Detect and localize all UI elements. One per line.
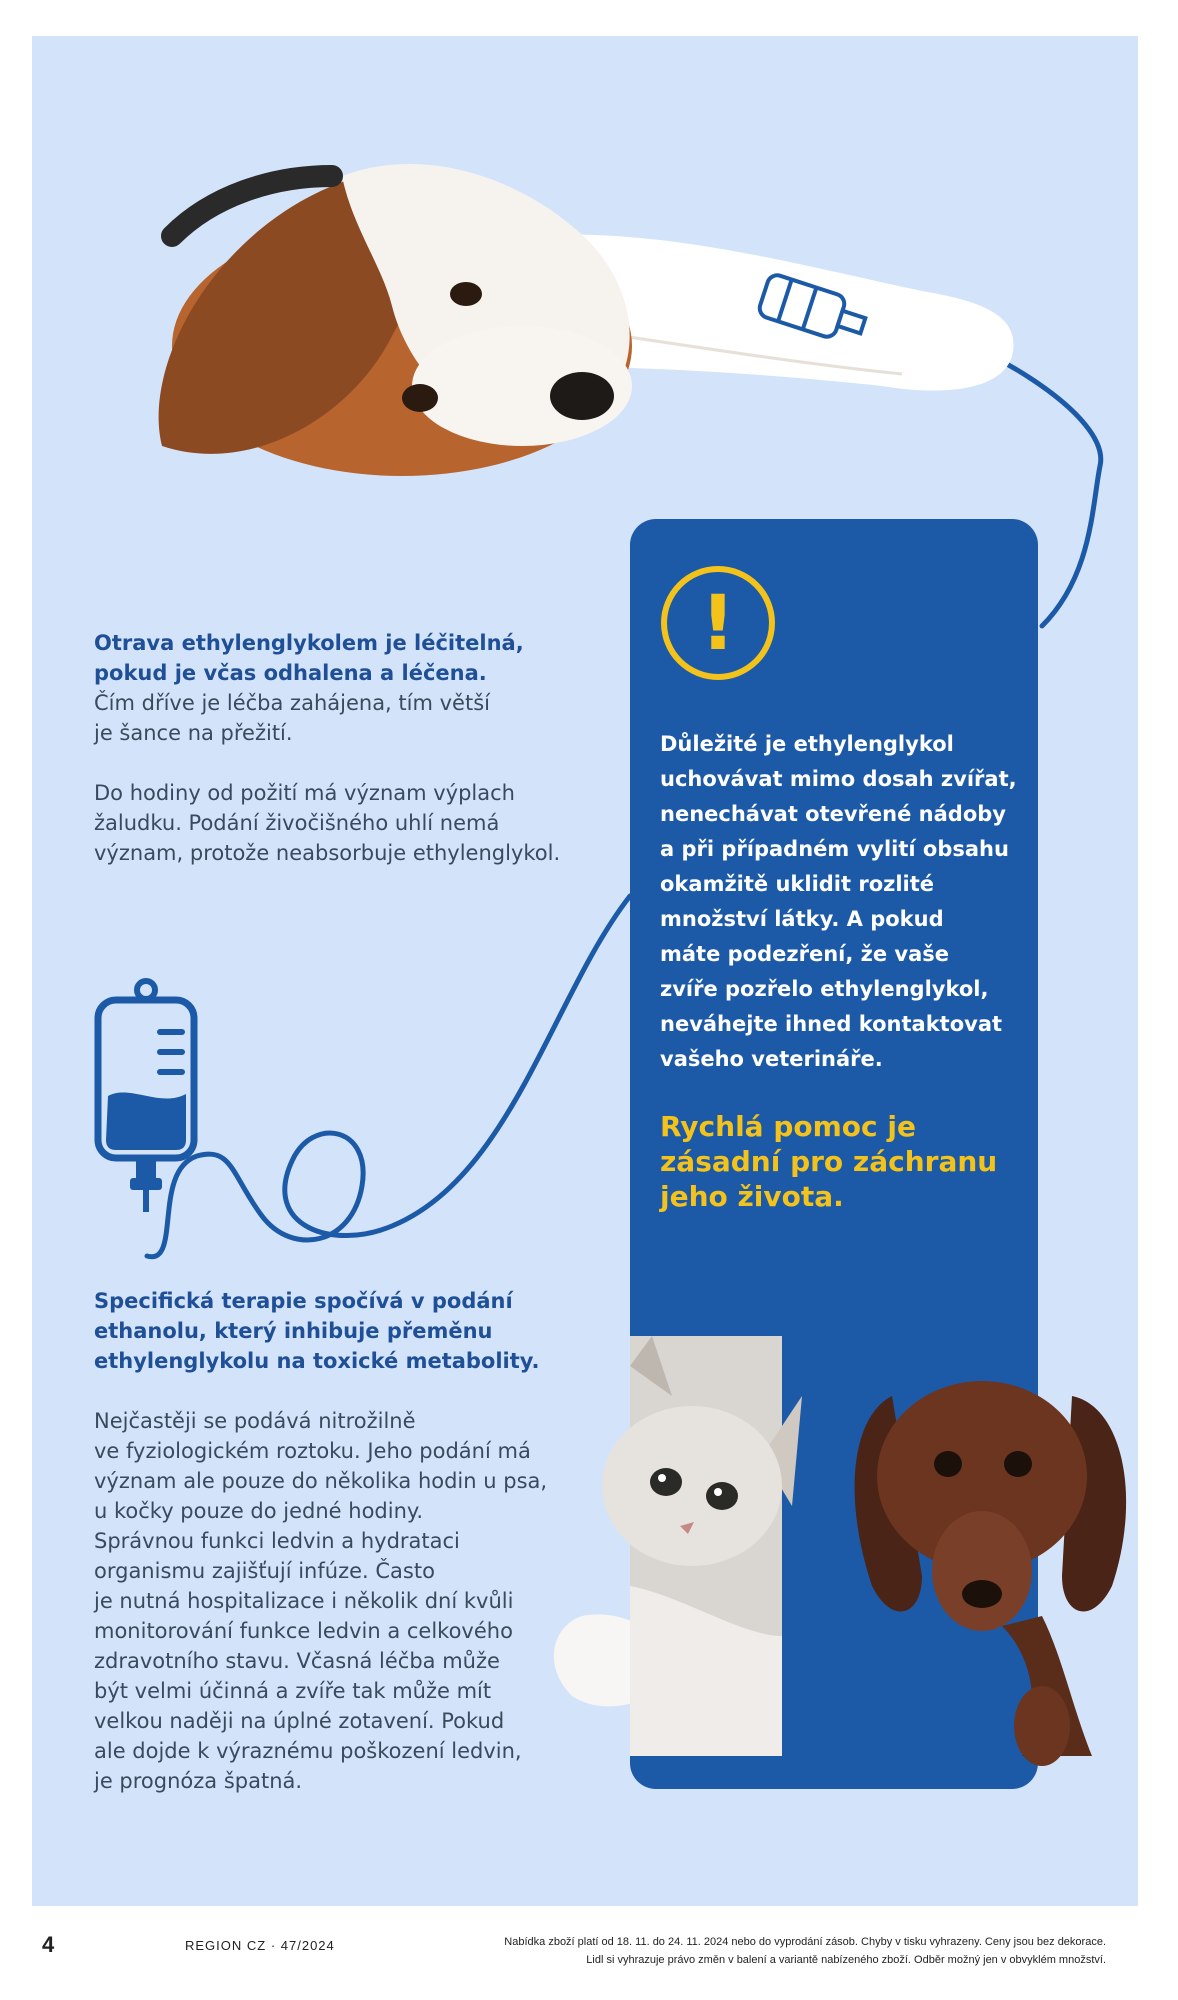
warning-icon — [658, 563, 778, 683]
warning-text: Důležité je ethylenglykol uchovávat mimo dosah zvířat, nenechávat otevřené nádoby a při případném vylití obsahu okamžitě uklidit rozlité množství látky. A pokud máte podezření, že vaše zvíře pozřelo ethylenglykol, neváhejte ihned kontaktovat vašeho veterináře. — [660, 732, 1017, 1071]
warning-cta: Rychlá pomoc je zásadní pro záchranu jeho života. — [660, 1110, 998, 1213]
treatment-intro-body-2: Do hodiny od požití má význam výplach žaludku. Podání živočišného uhlí nemá význam, protože neabsorbuje ethylenglykol. — [94, 781, 561, 865]
treatment-intro — [94, 628, 594, 868]
content-panel — [32, 36, 1138, 1906]
treatment-intro-lead: Otrava ethylenglykolem je léčitelná, pokud je včas odhalena a léčena. — [94, 631, 524, 685]
dog-photo — [102, 116, 1102, 516]
svg-text:!: ! — [700, 578, 736, 667]
iv-bag-icon — [90, 976, 210, 1216]
dachshund-photo — [832, 1356, 1138, 1776]
disclaimer-line-1: Nabídka zboží platí od 18. 11. do 24. 11. 2024 nebo do vyprodání zásob. Chyby v tisku vyhrazeny. Ceny jsou bez dekorace. — [504, 1936, 1106, 1948]
cat-photo — [542, 1336, 802, 1756]
page-number: 4 — [42, 1932, 55, 1957]
treatment-intro-body-1: Čím dříve je léčba zahájena, tím větší je šance na přežití. — [94, 691, 490, 745]
therapy-lead: Specifická terapie spočívá v podání ethanolu, který inhibuje přeměnu ethylenglykolu na toxické metabolity. — [94, 1289, 540, 1373]
region-code: REGION CZ · 47/2024 — [185, 1938, 335, 1953]
disclaimer-line-2: Lidl si vyhrazuje právo změn v balení a variantě nabízeného zboží. Odběr možný jen v obvyklém množství. — [586, 1954, 1106, 1966]
therapy-body: Nejčastěji se podává nitrožilně ve fyziologickém roztoku. Jeho podání má význam ale pouze do několika hodin u psa, u kočky pouze do jedné hodiny. Správnou funkci ledvin a hydrataci organismu zajišťují infúze. Často je nutná hospitalizace i několik dní kvůli monitorování funkce ledvin a celkového zdravotního stavu. Včasná léčba může být velmi účinná a zvíře tak může mít velkou naději na úplné zotavení. Pokud ale dojde k výraznému poškození ledvin, je prognóza špatná. — [94, 1409, 548, 1793]
therapy-section — [94, 1286, 594, 1796]
